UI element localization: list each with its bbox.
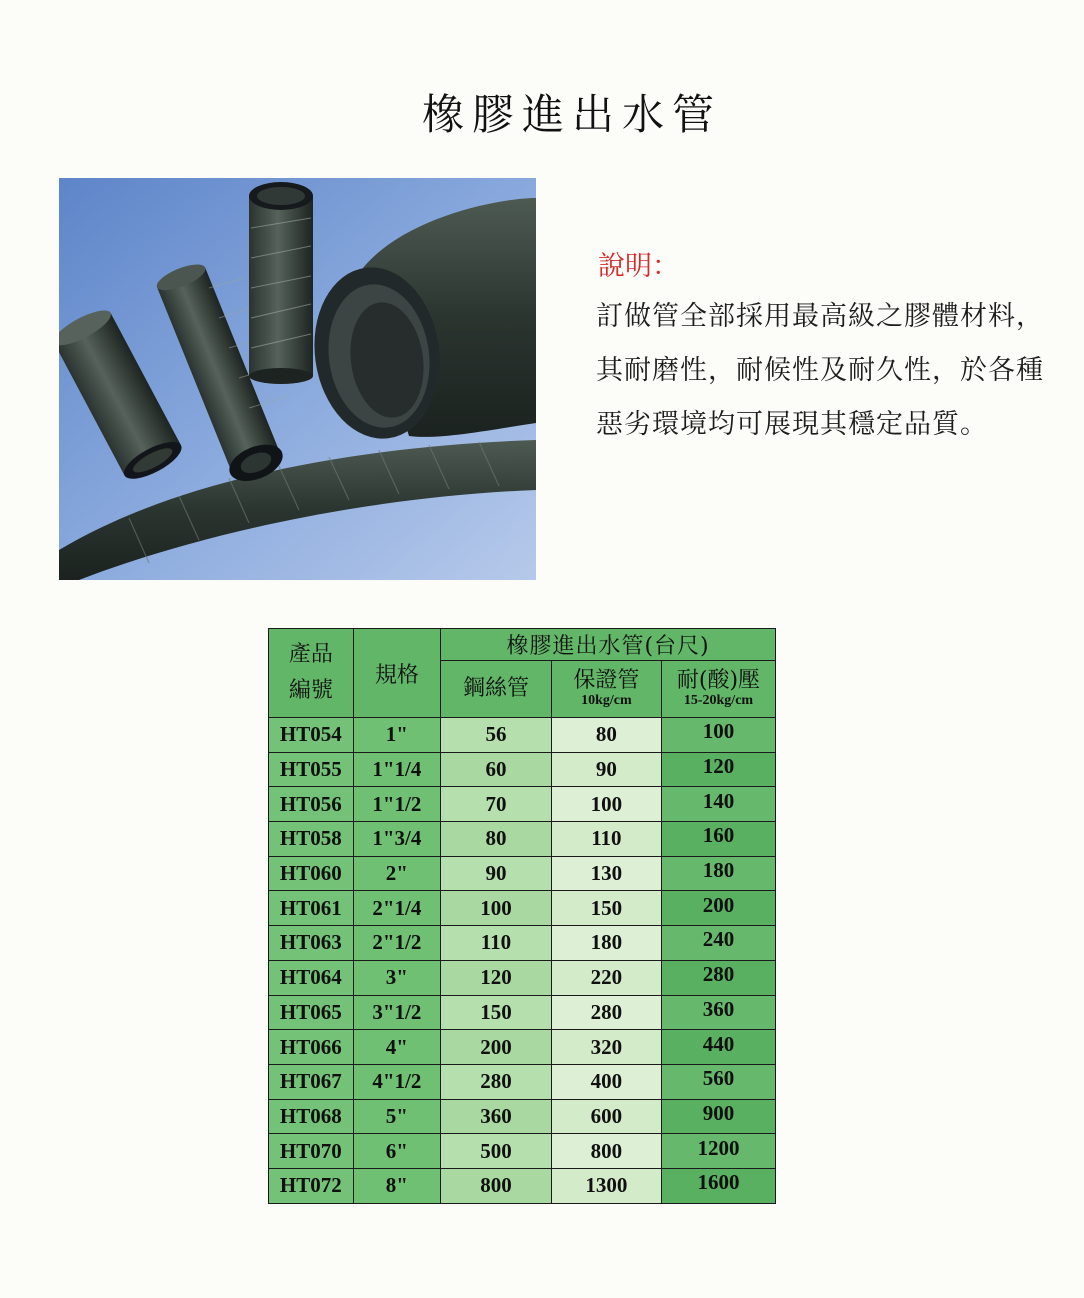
cell-steel-wire-hose: [441, 856, 552, 891]
cell-spec-value: 3"1/2: [372, 999, 422, 1024]
cell-acid-pressure: [661, 787, 775, 822]
cell-acid-pressure-value: 200: [702, 892, 735, 917]
table-row: [269, 822, 776, 857]
table-row: [269, 1168, 776, 1203]
cell-product-code-value: HT070: [279, 1138, 342, 1163]
cell-acid-pressure: [661, 752, 775, 787]
cell-product-code: [269, 856, 354, 891]
cell-spec-value: 1"1/2: [372, 791, 422, 816]
table-row: [269, 1099, 776, 1134]
cell-acid-pressure-value: 280: [702, 962, 735, 987]
cell-steel-wire-hose: [441, 1064, 552, 1099]
cell-product-code: [269, 995, 354, 1030]
cell-product-code-value: HT067: [279, 1069, 342, 1094]
cell-product-code-value: HT068: [279, 1103, 342, 1128]
cell-steel-wire-hose: [441, 822, 552, 857]
header-acid-pressure: [661, 661, 775, 718]
cell-acid-pressure: [661, 1168, 775, 1203]
cell-product-code: [269, 822, 354, 857]
cell-acid-pressure-value: 360: [702, 996, 735, 1021]
cell-product-code-value: HT054: [279, 722, 342, 747]
header-product-code-line2: 編號: [288, 678, 333, 703]
cell-spec-value: 2": [385, 861, 408, 886]
cell-steel-wire-hose-value: 500: [480, 1138, 512, 1163]
cell-guaranteed-hose-value: 100: [590, 791, 623, 816]
cell-spec: [353, 995, 440, 1030]
cell-product-code: [269, 718, 354, 753]
cell-steel-wire-hose-value: 120: [480, 965, 512, 990]
cell-product-code: [269, 891, 354, 926]
table-row: [269, 1030, 776, 1065]
cell-spec-value: 1": [385, 722, 408, 747]
cell-acid-pressure-value: 100: [702, 719, 735, 744]
header-acid-pressure-label: 耐(酸)壓: [676, 668, 761, 693]
cell-steel-wire-hose: [441, 787, 552, 822]
cell-product-code-value: HT063: [279, 930, 342, 955]
cell-steel-wire-hose: [441, 926, 552, 961]
cell-steel-wire-hose: [441, 1134, 552, 1169]
cell-spec-value: 3": [385, 965, 408, 990]
cell-product-code-value: HT064: [279, 965, 342, 990]
cell-guaranteed-hose: [551, 752, 661, 787]
cell-spec-value: 1"1/4: [372, 757, 422, 782]
header-guaranteed-hose: [551, 661, 661, 718]
cell-guaranteed-hose-value: 130: [590, 861, 623, 886]
cell-guaranteed-hose-value: 220: [590, 965, 623, 990]
table-row: [269, 1064, 776, 1099]
cell-guaranteed-hose: [551, 1134, 661, 1169]
cell-spec-value: 2"1/4: [372, 895, 422, 920]
cell-spec-value: 1"3/4: [372, 826, 422, 851]
table-row: [269, 891, 776, 926]
cell-product-code-value: HT072: [279, 1173, 342, 1198]
cell-acid-pressure: [661, 1099, 775, 1134]
cell-spec: [353, 926, 440, 961]
cell-spec: [353, 1134, 440, 1169]
cell-guaranteed-hose: [551, 1064, 661, 1099]
cell-acid-pressure: [661, 891, 775, 926]
cell-spec: [353, 856, 440, 891]
cell-steel-wire-hose: [441, 1030, 552, 1065]
cell-spec-value: 4": [385, 1034, 408, 1059]
description-heading: 說明：: [598, 251, 679, 282]
cell-steel-wire-hose-value: 80: [485, 826, 507, 851]
cell-guaranteed-hose-value: 110: [591, 826, 622, 851]
cell-product-code: [269, 1030, 354, 1065]
cell-steel-wire-hose-value: 110: [480, 930, 512, 955]
cell-guaranteed-hose: [551, 856, 661, 891]
cell-product-code-value: HT065: [279, 999, 342, 1024]
page-title: 橡膠進出水管: [421, 90, 722, 139]
cell-acid-pressure-value: 900: [702, 1100, 735, 1125]
cell-acid-pressure: [661, 1064, 775, 1099]
cell-guaranteed-hose: [551, 891, 661, 926]
cell-product-code-value: HT061: [279, 895, 342, 920]
cell-spec: [353, 822, 440, 857]
cell-product-code-value: HT056: [279, 791, 342, 816]
cell-spec: [353, 1168, 440, 1203]
cell-spec-value: 8": [385, 1173, 408, 1198]
table-row: [269, 1134, 776, 1169]
cell-steel-wire-hose-value: 280: [480, 1069, 512, 1094]
cell-product-code-value: HT055: [279, 757, 342, 782]
cell-guaranteed-hose: [551, 1030, 661, 1065]
cell-spec: [353, 1064, 440, 1099]
cell-guaranteed-hose-value: 400: [590, 1069, 623, 1094]
cell-acid-pressure-value: 120: [702, 754, 735, 779]
cell-spec-value: 4"1/2: [372, 1069, 422, 1094]
cell-product-code: [269, 1134, 354, 1169]
cell-acid-pressure-value: 560: [702, 1066, 735, 1091]
cell-steel-wire-hose: [441, 752, 552, 787]
cell-guaranteed-hose: [551, 926, 661, 961]
cell-acid-pressure-value: 1600: [697, 1170, 740, 1195]
table-row: [269, 960, 776, 995]
header-acid-pressure-unit: 15-20kg/cm: [683, 693, 754, 708]
cell-product-code: [269, 1064, 354, 1099]
cell-guaranteed-hose: [551, 1099, 661, 1134]
spec-table: [268, 628, 776, 1204]
cell-spec: [353, 960, 440, 995]
cell-steel-wire-hose-value: 56: [485, 722, 507, 747]
header-group: 橡膠進出水管(台尺): [441, 629, 776, 661]
cell-product-code: [269, 926, 354, 961]
header-guaranteed-hose-label: 保證管: [573, 668, 640, 693]
cell-product-code: [269, 1168, 354, 1203]
cell-guaranteed-hose: [551, 995, 661, 1030]
cell-product-code-value: HT058: [279, 826, 342, 851]
cell-acid-pressure-value: 180: [702, 858, 735, 883]
cell-steel-wire-hose-value: 60: [485, 757, 507, 782]
cell-acid-pressure: [661, 926, 775, 961]
table-row: [269, 995, 776, 1030]
table-row: [269, 856, 776, 891]
cell-spec-value: 6": [385, 1138, 408, 1163]
cell-steel-wire-hose-value: 150: [480, 999, 512, 1024]
cell-guaranteed-hose-value: 180: [590, 930, 623, 955]
cell-product-code: [269, 752, 354, 787]
header-product-code-line1: 產品: [288, 642, 333, 667]
cell-steel-wire-hose: [441, 891, 552, 926]
cell-guaranteed-hose: [551, 822, 661, 857]
cell-guaranteed-hose-value: 90: [595, 757, 617, 782]
spec-table-container: [268, 628, 778, 1204]
cell-acid-pressure: [661, 822, 775, 857]
cell-acid-pressure-value: 240: [702, 927, 735, 952]
cell-guaranteed-hose-value: 280: [590, 999, 623, 1024]
cell-acid-pressure-value: 160: [702, 823, 735, 848]
cell-acid-pressure: [661, 1030, 775, 1065]
cell-spec-value: 2"1/2: [372, 930, 422, 955]
cell-spec: [353, 1099, 440, 1134]
cell-guaranteed-hose-value: 80: [595, 722, 617, 747]
cell-guaranteed-hose-value: 150: [590, 895, 623, 920]
cell-guaranteed-hose: [551, 787, 661, 822]
cell-guaranteed-hose-value: 1300: [585, 1173, 628, 1198]
cell-spec-value: 5": [385, 1103, 408, 1128]
cell-steel-wire-hose-value: 90: [485, 861, 507, 886]
cell-guaranteed-hose-value: 600: [590, 1103, 623, 1128]
description-text: 訂做管全部採用最高級之膠體材料，其耐磨性，耐候性及耐久性，於各種惡劣環境均可展現其穩定品質。: [596, 301, 1044, 440]
cell-steel-wire-hose: [441, 995, 552, 1030]
cell-product-code: [269, 960, 354, 995]
header-steel-wire-hose: 鋼絲管: [441, 661, 552, 718]
cell-steel-wire-hose-value: 800: [480, 1173, 512, 1198]
header-spec: 規格: [353, 629, 440, 718]
cell-acid-pressure-value: 1200: [697, 1135, 740, 1160]
table-row: [269, 926, 776, 961]
cell-steel-wire-hose-value: 360: [480, 1103, 512, 1128]
header-guaranteed-hose-unit: 10kg/cm: [581, 693, 632, 708]
cell-guaranteed-hose: [551, 1168, 661, 1203]
header-product-code: [269, 629, 354, 718]
table-row: [269, 787, 776, 822]
cell-spec: [353, 752, 440, 787]
cell-spec: [353, 718, 440, 753]
cell-guaranteed-hose: [551, 960, 661, 995]
cell-product-code-value: HT060: [279, 861, 342, 886]
cell-steel-wire-hose: [441, 960, 552, 995]
cell-acid-pressure: [661, 995, 775, 1030]
cell-guaranteed-hose-value: 800: [590, 1138, 623, 1163]
cell-acid-pressure: [661, 1134, 775, 1169]
cell-guaranteed-hose: [551, 718, 661, 753]
cell-steel-wire-hose-value: 200: [480, 1034, 512, 1059]
cell-product-code-value: HT066: [279, 1034, 342, 1059]
cell-spec: [353, 891, 440, 926]
cell-product-code: [269, 1099, 354, 1134]
cell-steel-wire-hose-value: 100: [480, 895, 512, 920]
product-photo: [59, 178, 536, 580]
cell-steel-wire-hose-value: 70: [485, 791, 507, 816]
cell-spec: [353, 1030, 440, 1065]
table-row: [269, 718, 776, 753]
cell-steel-wire-hose: [441, 1099, 552, 1134]
cell-acid-pressure-value: 440: [702, 1031, 735, 1056]
table-row: [269, 752, 776, 787]
cell-acid-pressure: [661, 856, 775, 891]
cell-product-code: [269, 787, 354, 822]
cell-acid-pressure: [661, 718, 775, 753]
spec-table-body: [269, 718, 776, 1204]
cell-guaranteed-hose-value: 320: [590, 1034, 623, 1059]
rubber-hose-photo: [59, 178, 536, 580]
cell-spec: [353, 787, 440, 822]
cell-acid-pressure: [661, 960, 775, 995]
cell-acid-pressure-value: 140: [702, 788, 735, 813]
cell-steel-wire-hose: [441, 718, 552, 753]
cell-steel-wire-hose: [441, 1168, 552, 1203]
